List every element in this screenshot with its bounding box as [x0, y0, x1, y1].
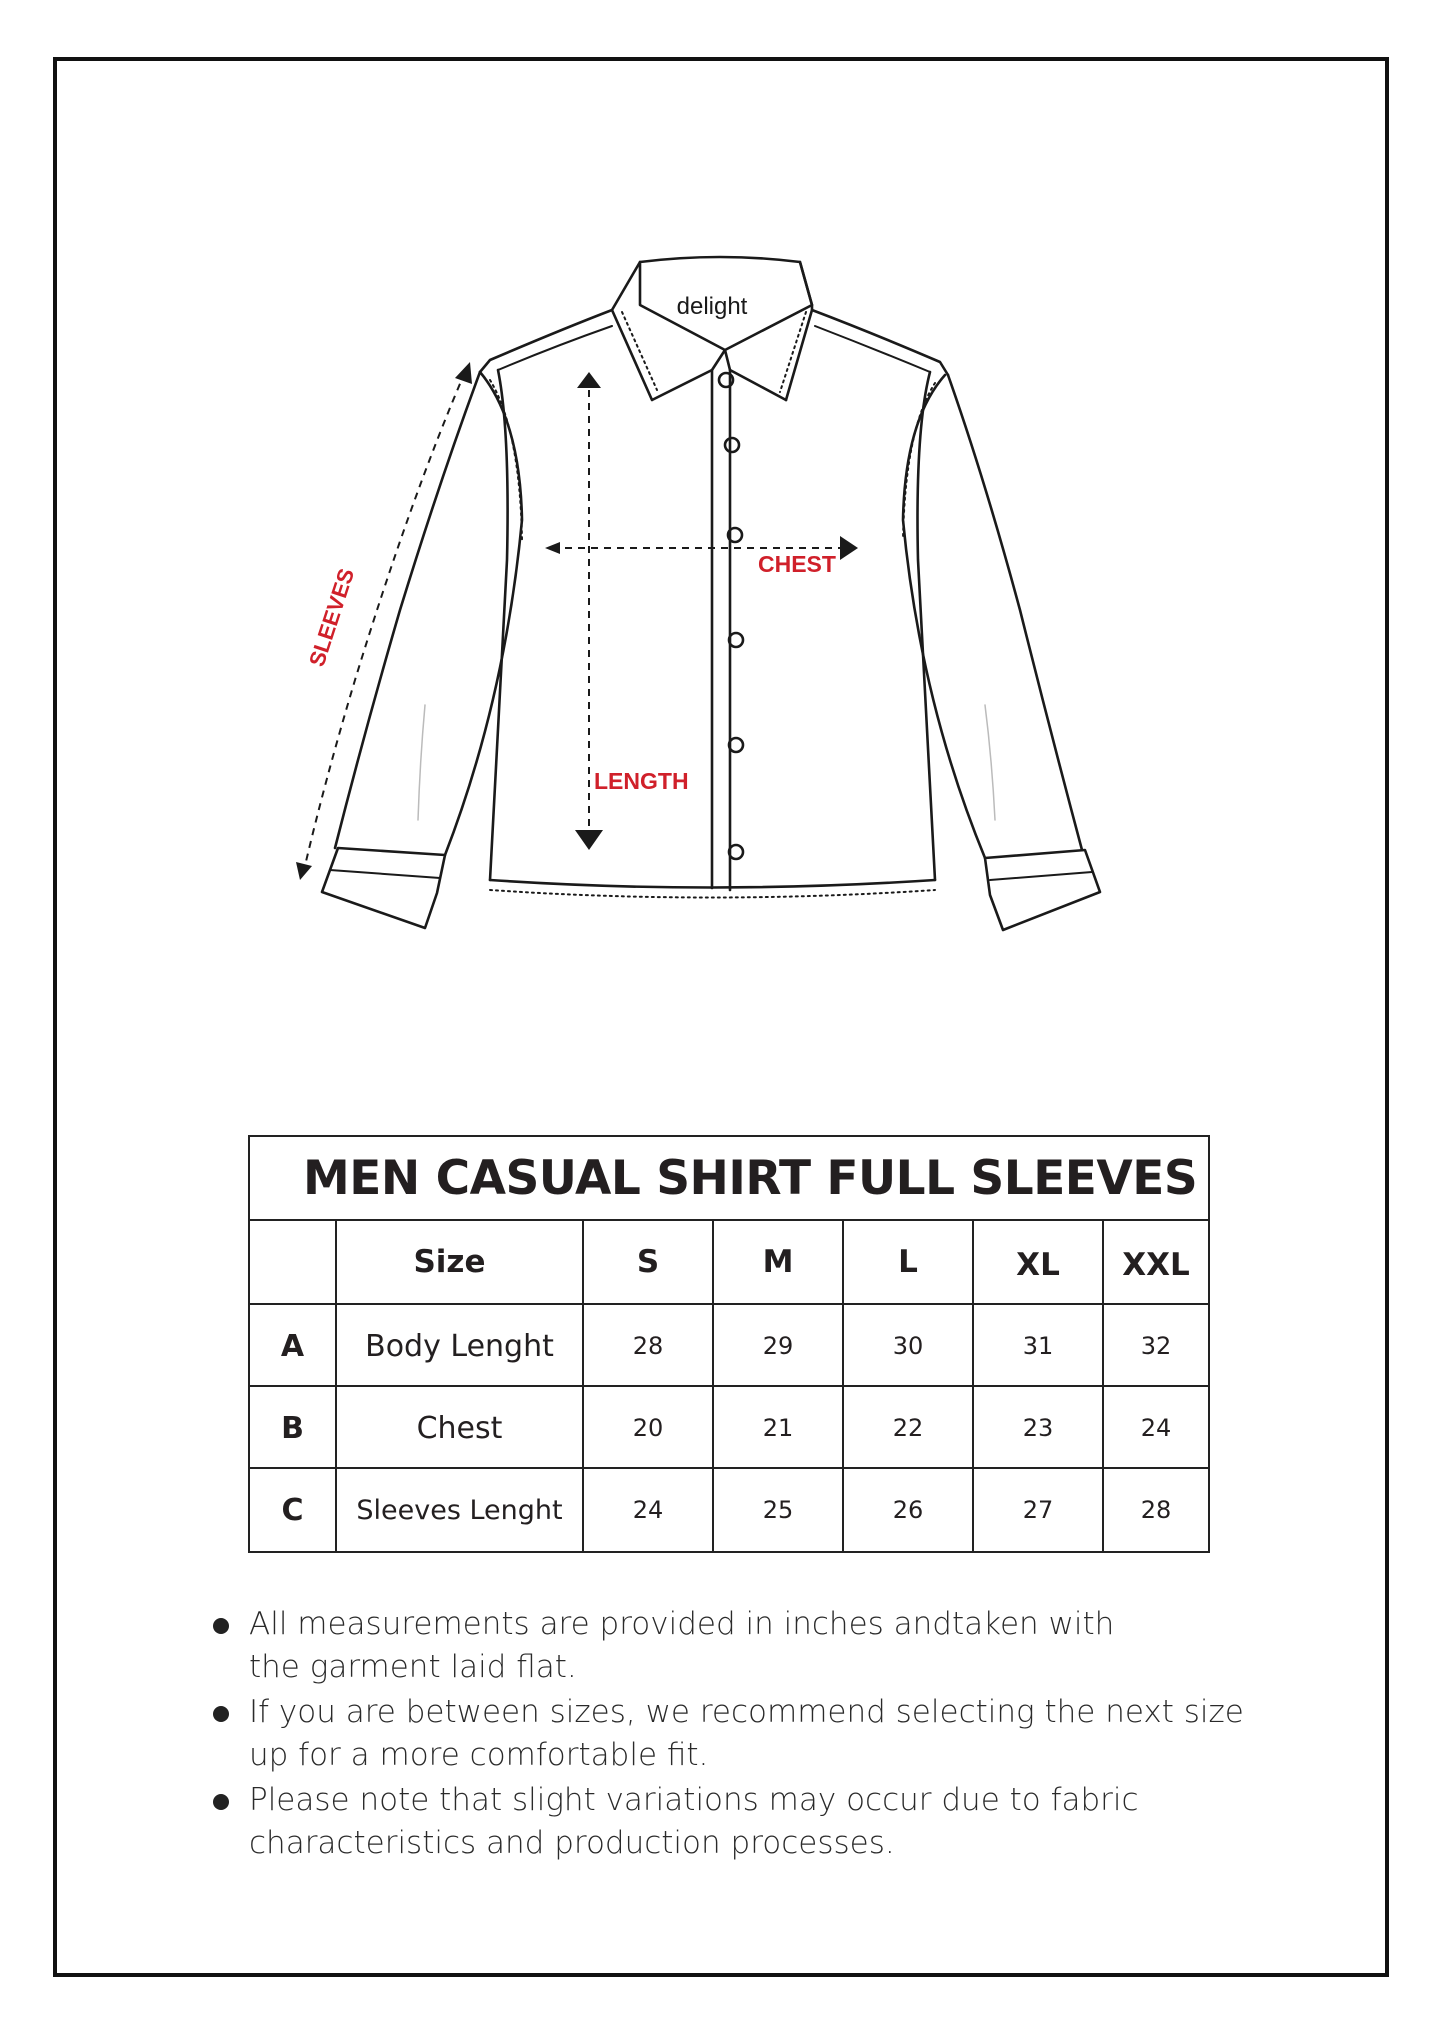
table-cell: 31: [1022, 1332, 1054, 1360]
chest-label: CHEST: [758, 551, 836, 577]
header-row-id: [250, 1221, 335, 1303]
table-cell: 21: [762, 1414, 794, 1442]
length-label: LENGTH: [594, 768, 689, 794]
table-title: MEN CASUAL SHIRT FULL SLEEVES: [250, 1137, 1208, 1221]
table-cell: 24: [632, 1496, 664, 1524]
sleeves-label: SLEEVES: [303, 565, 360, 670]
table-cell: 32: [1140, 1332, 1172, 1360]
header-size-l: L: [898, 1244, 918, 1280]
table-cell: 27: [1022, 1496, 1054, 1524]
bullet-icon: [213, 1794, 229, 1810]
row-id: B: [281, 1410, 304, 1446]
table-row: [250, 1387, 1208, 1469]
table-cell: 28: [632, 1332, 664, 1360]
table-header-row: [250, 1221, 1208, 1303]
note-item: [207, 1779, 1357, 1865]
table-cell: 25: [762, 1496, 794, 1524]
brand-label: delight: [676, 293, 748, 320]
header-size: Size: [413, 1244, 486, 1280]
notes-list: [207, 1603, 1357, 1867]
table-cell: 29: [762, 1332, 794, 1360]
right-cuff-icon: [985, 850, 1100, 930]
row-name: Sleeves Lenght: [356, 1494, 563, 1526]
table-cell: 24: [1140, 1414, 1172, 1442]
shirt-body-icon: [490, 370, 508, 880]
table-cell: 20: [632, 1414, 664, 1442]
note-line: All measurements are provided in inches andtaken with: [249, 1606, 1115, 1642]
table-row: [250, 1305, 1208, 1387]
row-name: Body Lenght: [365, 1328, 554, 1364]
table-cell: 23: [1022, 1414, 1054, 1442]
table-cell: 26: [892, 1496, 924, 1524]
row-id: A: [280, 1328, 305, 1364]
left-cuff-icon: [322, 848, 445, 928]
note-line: up for a more comfortable fit.: [249, 1737, 709, 1773]
bullet-icon: [213, 1706, 229, 1722]
table-row: [250, 1469, 1208, 1551]
right-sleeve-icon: [948, 375, 1082, 850]
row-id: C: [281, 1492, 304, 1528]
note-item: [207, 1691, 1357, 1777]
header-size-m: M: [762, 1244, 794, 1280]
row-name: Chest: [416, 1410, 503, 1446]
left-sleeve-icon: [335, 372, 480, 848]
header-size-xxl: XXL: [1122, 1247, 1190, 1283]
bullet-icon: [213, 1618, 229, 1634]
note-item: [207, 1603, 1357, 1689]
note-line: the garment laid flat.: [249, 1649, 577, 1685]
header-size-s: S: [636, 1244, 660, 1280]
table-cell: 22: [892, 1414, 924, 1442]
shirt-diagram: [0, 0, 1445, 1000]
note-line: If you are between sizes, we recommend selecting the next size: [249, 1694, 1244, 1730]
table-cell: 28: [1140, 1496, 1172, 1524]
header-size-xl: XL: [1016, 1247, 1060, 1283]
note-line: characteristics and production processes.: [249, 1825, 895, 1861]
note-line: Please note that slight variations may occur due to fabric: [249, 1782, 1139, 1818]
table-cell: 30: [892, 1332, 924, 1360]
size-chart-table: [248, 1135, 1210, 1553]
